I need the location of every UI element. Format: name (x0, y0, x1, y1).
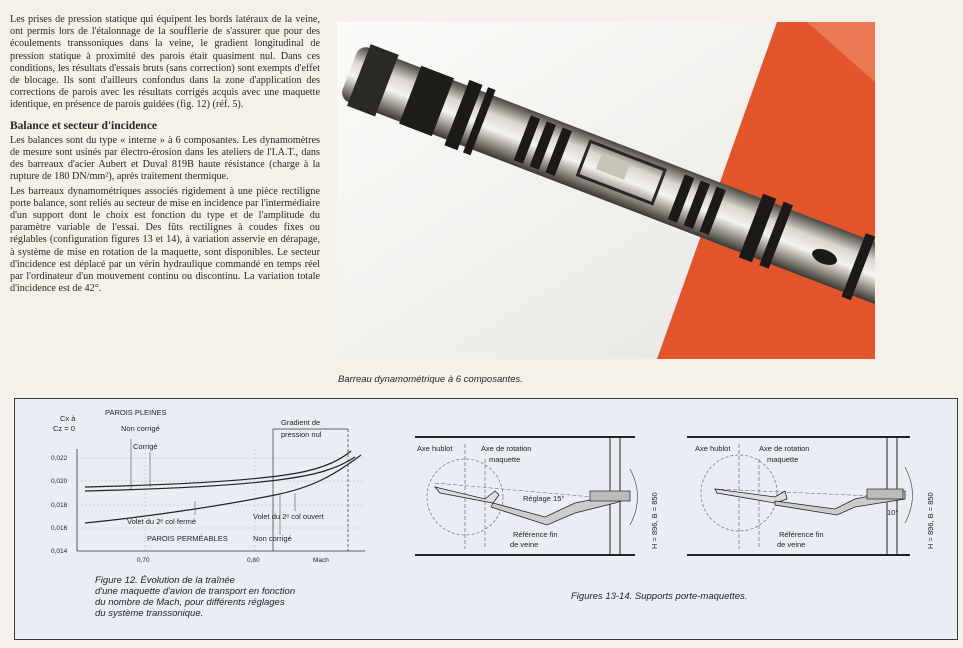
label-volet-ferme: Volet du 2ᵉ col fermé (127, 517, 197, 526)
y-tick: 0,022 (51, 455, 68, 462)
figure-13-diagram (415, 437, 659, 555)
label-gradient-1: Gradient de (281, 418, 321, 427)
dimensions-label: H = 896, B = 850 (650, 492, 659, 549)
y-tick: 0,020 (51, 478, 68, 485)
label-gradient-2: pression nul (281, 430, 322, 439)
paragraph-barreaux: Les barreaux dynamométriques associés rigidement à une pièce rectiligne porte balance, sont reliés au secteur de mise en incidence par l'intermédiaire d'un support dont le choix est fonction du type et de l'amplitude du paramètre variable de l'essai. Des fûts rectilignes à coudes fixes ou réglables (configuration figures 13 et 14), à variation asservie en dérapage, à système de mise en rotation de la maquette, sont disponibles. Le secteur d'incidence est déplacé par un vérin hydraulique commandé en temps réel par l'ordinateur d'un mouvement continu ou discontinu. La variation totale d'incidence est de 42°. (10, 185, 320, 295)
label-non-corrige-top: Non corrigé (121, 424, 160, 433)
axe-rotation-label-2: maquette (767, 455, 799, 464)
balance-photo (337, 22, 875, 359)
reference-veine-label: de veine (510, 540, 539, 549)
paragraph-balances: Les balances sont du type « interne » à 6 composantes. Les dynamomètres de mesure sont usinés par électro-érosion dans les ateliers de l'I.A.T., dans des barreaux d'acier Aubert et Duval 819B haute résistance (charge à la rupture de 180 DN/mm²), après traitement thermique. (10, 134, 320, 183)
label-parois-pleines: PAROIS PLEINES (105, 408, 167, 417)
figures-13-14-caption: Figures 13-14. Supports porte-maquettes. (571, 591, 748, 602)
reference-fin-label: Référence fin (779, 530, 824, 539)
x-tick: 0,80 (247, 557, 260, 564)
caption-line: d'une maquette d'avion de transport en fonction (95, 586, 296, 597)
caption-line: Figure 12. Évolution de la traînée (95, 575, 235, 586)
axe-rotation-label-2: maquette (489, 455, 521, 464)
axe-rotation-label: Axe de rotation (481, 444, 532, 453)
axe-hublot-label: Axe hublot (695, 444, 731, 453)
figure-12-chart (51, 408, 365, 564)
reference-fin-label: Référence fin (513, 530, 558, 539)
axe-hublot-label: Axe hublot (417, 444, 453, 453)
figure-12-caption (95, 575, 295, 619)
balance-photo-illustration (337, 22, 875, 359)
label-corrige: Corrigé (133, 442, 158, 451)
y-label-cz: Cz = 0 (53, 424, 75, 433)
angle-label: 10° (887, 508, 899, 517)
caption-line: du système transsonique. (95, 608, 204, 619)
reglage-label: Réglage 15° (523, 494, 565, 503)
label-parois-permeables: PAROIS PERMÉABLES (147, 534, 228, 543)
label-volet-ouvert: Volet du 2ᵉ col ouvert (253, 512, 324, 521)
dimensions-label: H = 896, B = 850 (926, 492, 935, 549)
y-tick: 0,016 (51, 525, 68, 532)
figure-14-diagram (687, 437, 935, 555)
curve-corrige (85, 451, 351, 487)
label-non-corrige-bottom: Non corrigé (253, 534, 292, 543)
x-axis-label: Mach (313, 557, 329, 564)
paragraph-pressure: Les prises de pression statique qui équipent les bords latéraux de la veine, ont permis lors de l'étalonnage de la soufflerie de s'assurer que pour des écoulements transsoniques dans la veine, le gradient longitudinal de pression statique à proximité des parois était quasiment nul. Dans ces conditions, les résultats d'essais bruts (sans correction) sont exempts d'effet de blocage. Ils sont d'ailleurs confondus dans la zone d'application des corrections de parois avec les résultats corrigés acquis avec une maquette identique, en présence de parois guidées (fig. 12) (réf. 5). (10, 14, 320, 111)
y-tick: 0,014 (51, 548, 68, 555)
y-tick: 0,018 (51, 502, 68, 509)
article-text (10, 14, 320, 297)
figures-panel (14, 398, 958, 640)
photo-caption: Barreau dynamométrique à 6 composantes. (338, 374, 523, 385)
x-tick: 0,70 (137, 557, 150, 564)
y-label-cx: Cx à (60, 414, 76, 423)
section-heading: Balance et secteur d'incidence (10, 119, 158, 132)
axe-rotation-label: Axe de rotation (759, 444, 810, 453)
caption-line: du nombre de Mach, pour différents réglages (95, 597, 285, 608)
reference-veine-label: de veine (777, 540, 806, 549)
